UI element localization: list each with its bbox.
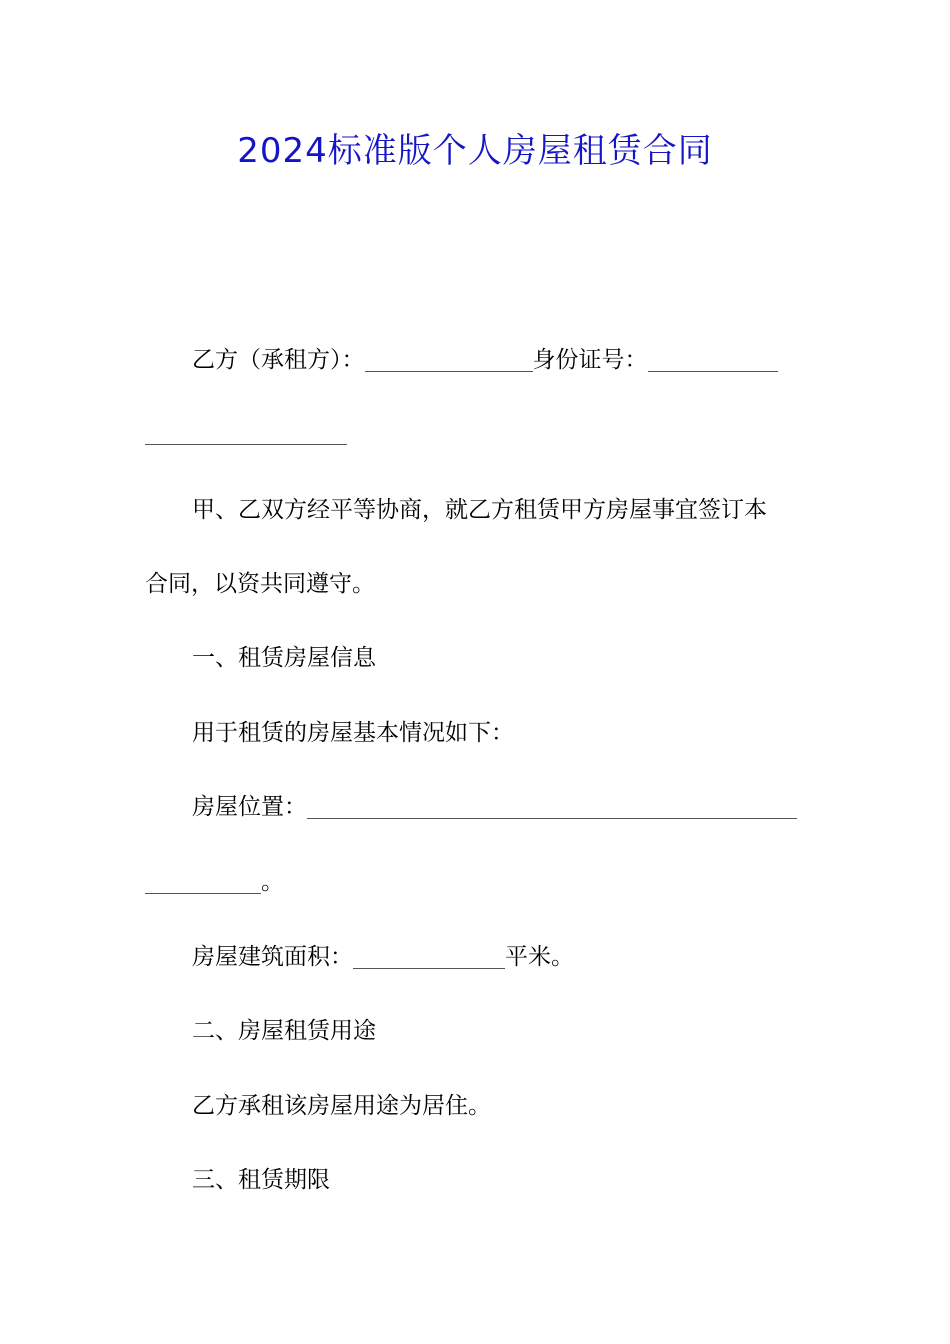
party-b-id-continuation [145,420,347,449]
party-b-line [192,344,778,376]
location-blank [307,794,797,819]
section-3-heading-text: 三、租赁期限 [192,1167,330,1193]
location-end: 。 [261,869,284,895]
intro-paragraph-line-2 [145,568,375,600]
area-line [192,941,574,973]
party-b-id-label: 身份证号： [532,347,648,373]
section-2-heading [192,1015,376,1047]
intro-paragraph-line-1 [192,494,767,526]
section-1-description-text: 用于租赁的房屋基本情况如下： [192,720,514,746]
document-title: 2024标准版个人房屋租赁合同 [237,131,713,171]
area-blank [353,944,505,969]
area-unit: 平米。 [505,944,574,970]
party-b-id-blank [648,347,778,372]
location-continuation [145,866,284,898]
location-label: 房屋位置： [192,794,307,820]
party-b-id-blank-continued [145,420,347,445]
section-1-heading-text: 一、租赁房屋信息 [192,645,376,671]
section-2-content [192,1090,491,1122]
party-b-label: 乙方（承租方）： [192,347,365,373]
location-line [192,791,797,823]
area-label: 房屋建筑面积： [192,944,353,970]
section-2-heading-text: 二、房屋租赁用途 [192,1018,376,1044]
section-1-description [192,717,514,749]
intro-text-1: 甲、乙双方经平等协商，就乙方租赁甲方房屋事宜签订本 [192,497,767,523]
intro-text-2: 合同，以资共同遵守。 [145,571,375,597]
section-1-heading [192,642,376,674]
location-blank-continued [145,869,261,894]
section-2-content-text: 乙方承租该房屋用途为居住。 [192,1093,491,1119]
section-3-heading [192,1164,330,1196]
party-b-name-blank [365,347,533,372]
